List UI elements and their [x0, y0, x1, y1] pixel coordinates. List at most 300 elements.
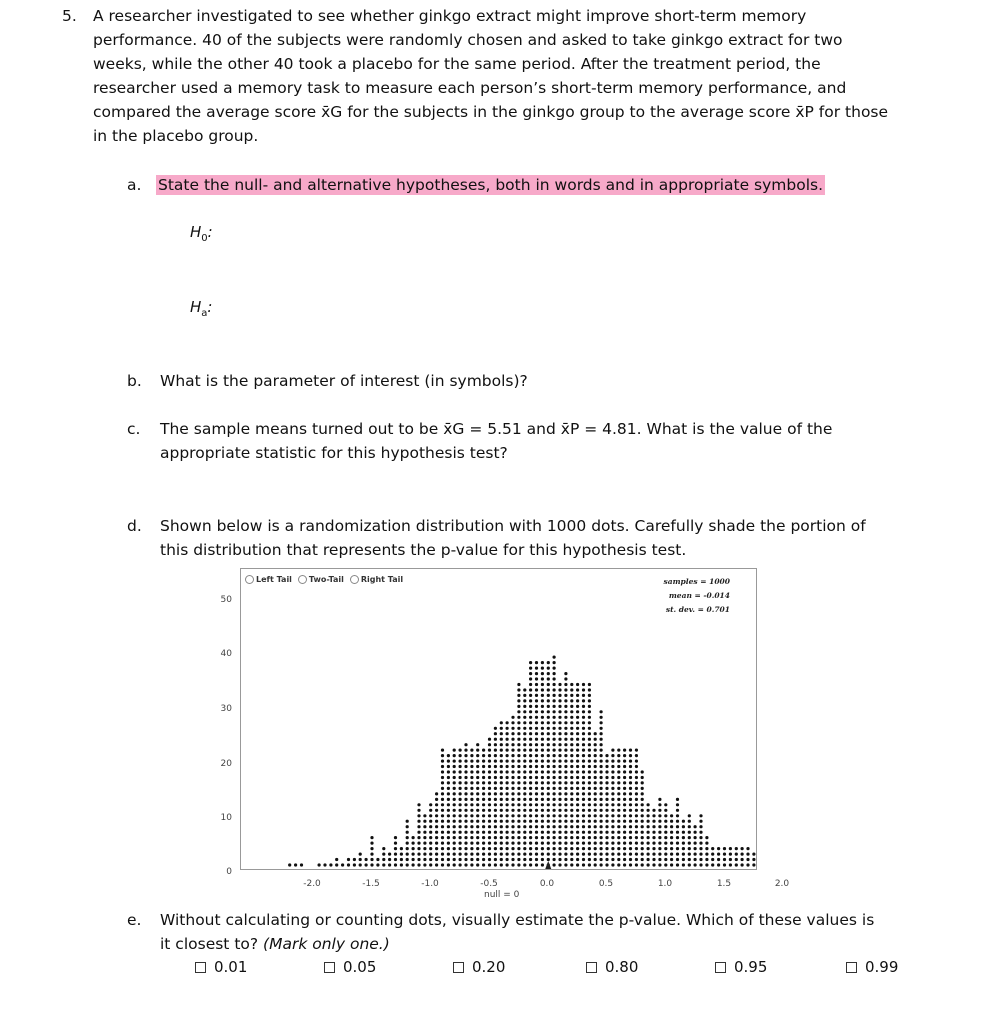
dot [535, 699, 538, 702]
dot [588, 842, 591, 845]
dot [535, 765, 538, 768]
dot [576, 863, 579, 866]
dot [588, 776, 591, 779]
dot [553, 688, 556, 691]
dot [605, 836, 608, 839]
dot [582, 727, 585, 730]
dot [564, 820, 567, 823]
dot [553, 754, 556, 757]
dot [288, 863, 291, 866]
part-a-highlight: State the null- and alternative hypotheses, both in words and in appropriate symbols. [158, 176, 824, 194]
dot [617, 792, 620, 795]
dot [529, 792, 532, 795]
dot [482, 863, 485, 866]
dot [470, 792, 473, 795]
dot [699, 820, 702, 823]
dot [611, 831, 614, 834]
dot [588, 853, 591, 856]
dot [511, 754, 514, 757]
dot [547, 738, 550, 741]
dot [582, 842, 585, 845]
dot [541, 858, 544, 861]
dot [623, 825, 626, 828]
dot [641, 858, 644, 861]
dot [482, 858, 485, 861]
dot [752, 863, 755, 866]
dot [558, 683, 561, 686]
dot [576, 853, 579, 856]
dot [506, 727, 509, 730]
dot [594, 754, 597, 757]
dot [664, 847, 667, 850]
dot [694, 863, 697, 866]
y-tick-20: 20 [220, 759, 232, 769]
dot [588, 814, 591, 817]
choice-0-95[interactable] [715, 958, 767, 976]
dot [459, 770, 462, 773]
dot [529, 781, 532, 784]
dot [294, 863, 297, 866]
dot [494, 732, 497, 735]
dot [511, 814, 514, 817]
dot [600, 858, 603, 861]
dot [511, 765, 514, 768]
dot [723, 863, 726, 866]
dot [506, 831, 509, 834]
dot [570, 683, 573, 686]
dot [517, 732, 520, 735]
dot [629, 836, 632, 839]
h0-colon: : [207, 223, 213, 241]
dot [453, 760, 456, 763]
dot [605, 781, 608, 784]
dot [429, 831, 432, 834]
dot [558, 803, 561, 806]
dot [535, 694, 538, 697]
dot [570, 781, 573, 784]
dot [688, 820, 691, 823]
dot [511, 853, 514, 856]
dot [388, 863, 391, 866]
dot [735, 863, 738, 866]
dot [623, 847, 626, 850]
choice-0-20[interactable] [453, 958, 505, 976]
dot [611, 754, 614, 757]
checkbox-icon [715, 962, 726, 973]
dot [553, 738, 556, 741]
dot [464, 820, 467, 823]
choice-0-05[interactable] [324, 958, 376, 976]
dot [406, 825, 409, 828]
dot [553, 661, 556, 664]
dot [517, 699, 520, 702]
dot [529, 831, 532, 834]
dot [558, 716, 561, 719]
dot [741, 863, 744, 866]
dot [535, 661, 538, 664]
dot [506, 760, 509, 763]
dot [494, 765, 497, 768]
dot [605, 770, 608, 773]
dot [417, 825, 420, 828]
randomization-dotplot [240, 568, 757, 870]
dot [641, 776, 644, 779]
dot [541, 765, 544, 768]
dot [605, 814, 608, 817]
dot [441, 847, 444, 850]
dot [564, 688, 567, 691]
dot [488, 836, 491, 839]
dot [506, 842, 509, 845]
dot [523, 710, 526, 713]
dot [464, 787, 467, 790]
dot [670, 831, 673, 834]
dot [658, 847, 661, 850]
dot [676, 842, 679, 845]
part-c-line-1: The sample means turned out to be x̄G = 5.51 and x̄P = 4.81. What is the value of the [160, 420, 833, 438]
dot [494, 853, 497, 856]
choice-0-01[interactable] [195, 958, 247, 976]
dot [476, 825, 479, 828]
dot [588, 705, 591, 708]
dot [494, 858, 497, 861]
dot [705, 847, 708, 850]
dot [588, 765, 591, 768]
dot [635, 776, 638, 779]
dot [482, 809, 485, 812]
dot [541, 836, 544, 839]
dot [641, 798, 644, 801]
dot [453, 798, 456, 801]
dot [547, 694, 550, 697]
dot [605, 760, 608, 763]
dot [594, 814, 597, 817]
dot [558, 836, 561, 839]
dot [541, 667, 544, 670]
dot [523, 787, 526, 790]
dot [588, 863, 591, 866]
dot [570, 699, 573, 702]
dot [547, 672, 550, 675]
dot [365, 858, 368, 861]
dot [582, 710, 585, 713]
dot [576, 809, 579, 812]
dot [506, 732, 509, 735]
dot [623, 853, 626, 856]
checkbox-icon [453, 962, 464, 973]
dot [617, 836, 620, 839]
dot [723, 853, 726, 856]
dot [600, 842, 603, 845]
dot [423, 853, 426, 856]
dot [652, 858, 655, 861]
dot [464, 743, 467, 746]
dot [541, 792, 544, 795]
dot [500, 820, 503, 823]
dot [523, 792, 526, 795]
dot [576, 776, 579, 779]
dot [529, 688, 532, 691]
dot [558, 721, 561, 724]
dot [500, 765, 503, 768]
dot [459, 836, 462, 839]
dot [541, 776, 544, 779]
dot [511, 858, 514, 861]
dot [570, 732, 573, 735]
dot [435, 842, 438, 845]
dot [500, 798, 503, 801]
dot [429, 863, 432, 866]
dot [635, 787, 638, 790]
dot [447, 847, 450, 850]
dot [453, 781, 456, 784]
dot [664, 803, 667, 806]
dot [459, 809, 462, 812]
dot [494, 814, 497, 817]
dot [511, 781, 514, 784]
dot [441, 853, 444, 856]
dot [547, 776, 550, 779]
dot [417, 853, 420, 856]
dot [558, 705, 561, 708]
dot [752, 853, 755, 856]
dot [464, 825, 467, 828]
dot [482, 781, 485, 784]
dot [394, 858, 397, 861]
dot [647, 831, 650, 834]
dot [600, 710, 603, 713]
dot [752, 858, 755, 861]
dot [553, 721, 556, 724]
dot [464, 847, 467, 850]
dot [547, 688, 550, 691]
dot [558, 781, 561, 784]
dot [406, 820, 409, 823]
dot [470, 776, 473, 779]
dot [447, 836, 450, 839]
dot [529, 770, 532, 773]
right-tail-label: Right Tail [360, 575, 404, 584]
dot [423, 836, 426, 839]
dot [611, 787, 614, 790]
dot [623, 831, 626, 834]
dot [523, 705, 526, 708]
dot [570, 776, 573, 779]
dot [629, 853, 632, 856]
dot [711, 858, 714, 861]
dot [605, 803, 608, 806]
part-a-label: a. [127, 176, 142, 194]
dot [694, 842, 697, 845]
dot [453, 754, 456, 757]
dot [535, 672, 538, 675]
dot [617, 820, 620, 823]
dot [459, 863, 462, 866]
dot [523, 721, 526, 724]
dot [647, 863, 650, 866]
dot [482, 749, 485, 752]
dot [635, 863, 638, 866]
dot [741, 853, 744, 856]
dot [447, 803, 450, 806]
dot [746, 847, 749, 850]
choice-0-99[interactable] [846, 958, 898, 976]
dot [488, 754, 491, 757]
dot [582, 705, 585, 708]
dot [470, 809, 473, 812]
dot [564, 732, 567, 735]
dot [594, 798, 597, 801]
dot [482, 787, 485, 790]
dot [729, 853, 732, 856]
dot [705, 842, 708, 845]
dot [576, 749, 579, 752]
dot [564, 672, 567, 675]
dot [423, 820, 426, 823]
dot [588, 727, 591, 730]
dot [511, 863, 514, 866]
dot [435, 798, 438, 801]
dot [470, 820, 473, 823]
dot [482, 847, 485, 850]
part-c-line-2: appropriate statistic for this hypothesis test? [160, 444, 508, 462]
dot [476, 754, 479, 757]
dot [464, 858, 467, 861]
dot [529, 853, 532, 856]
dot [664, 814, 667, 817]
dot [576, 705, 579, 708]
dot [541, 814, 544, 817]
dot [547, 792, 550, 795]
dot [594, 825, 597, 828]
dot [494, 749, 497, 752]
dot [447, 842, 450, 845]
dot [429, 820, 432, 823]
dot [429, 836, 432, 839]
dot [746, 858, 749, 861]
dot [470, 781, 473, 784]
dot [547, 683, 550, 686]
checkbox-icon [586, 962, 597, 973]
dot [535, 803, 538, 806]
dot [588, 787, 591, 790]
dot [676, 825, 679, 828]
dot [453, 749, 456, 752]
dot [429, 847, 432, 850]
dot [453, 863, 456, 866]
dot [476, 863, 479, 866]
dot [506, 738, 509, 741]
dot [553, 781, 556, 784]
dot [441, 825, 444, 828]
dot [394, 853, 397, 856]
dot [482, 770, 485, 773]
h0-subscript: 0 [201, 233, 208, 244]
dot [617, 760, 620, 763]
dot [635, 760, 638, 763]
dot [570, 770, 573, 773]
dot [652, 825, 655, 828]
dot [570, 743, 573, 746]
dot [529, 661, 532, 664]
dot [494, 754, 497, 757]
dot [511, 792, 514, 795]
dot [570, 749, 573, 752]
dot [629, 831, 632, 834]
dot [617, 858, 620, 861]
dot [535, 831, 538, 834]
dot [735, 858, 738, 861]
dot [459, 831, 462, 834]
dot [517, 836, 520, 839]
dot [529, 677, 532, 680]
dot [488, 847, 491, 850]
dot [570, 809, 573, 812]
dot [488, 798, 491, 801]
dot [600, 716, 603, 719]
dot [617, 831, 620, 834]
choice-0-80[interactable] [586, 958, 638, 976]
dot [594, 847, 597, 850]
dot [576, 738, 579, 741]
part-b-label: b. [127, 372, 142, 390]
dot [588, 760, 591, 763]
dot [453, 836, 456, 839]
dot [441, 787, 444, 790]
dot [488, 770, 491, 773]
dot [558, 787, 561, 790]
dot [523, 814, 526, 817]
dot [517, 688, 520, 691]
dot [529, 716, 532, 719]
dot [641, 814, 644, 817]
dot [623, 760, 626, 763]
dot [570, 831, 573, 834]
dot [541, 809, 544, 812]
dot [682, 863, 685, 866]
dot [570, 858, 573, 861]
dot [370, 847, 373, 850]
dot [558, 765, 561, 768]
dot [535, 738, 538, 741]
dot [453, 853, 456, 856]
dot [576, 820, 579, 823]
dot [746, 853, 749, 856]
dot [517, 792, 520, 795]
part-e-line-2 [160, 932, 390, 956]
dot [423, 814, 426, 817]
dot [635, 825, 638, 828]
dot [652, 842, 655, 845]
dot [523, 765, 526, 768]
dot [500, 842, 503, 845]
dot [523, 727, 526, 730]
dot [406, 847, 409, 850]
dot [541, 754, 544, 757]
dot [547, 825, 550, 828]
dot [623, 765, 626, 768]
dot [564, 853, 567, 856]
dot [547, 770, 550, 773]
dot [564, 842, 567, 845]
dot [541, 727, 544, 730]
dot [529, 749, 532, 752]
dot [470, 831, 473, 834]
dot [500, 727, 503, 730]
dot [535, 809, 538, 812]
dot [582, 787, 585, 790]
dot [459, 814, 462, 817]
